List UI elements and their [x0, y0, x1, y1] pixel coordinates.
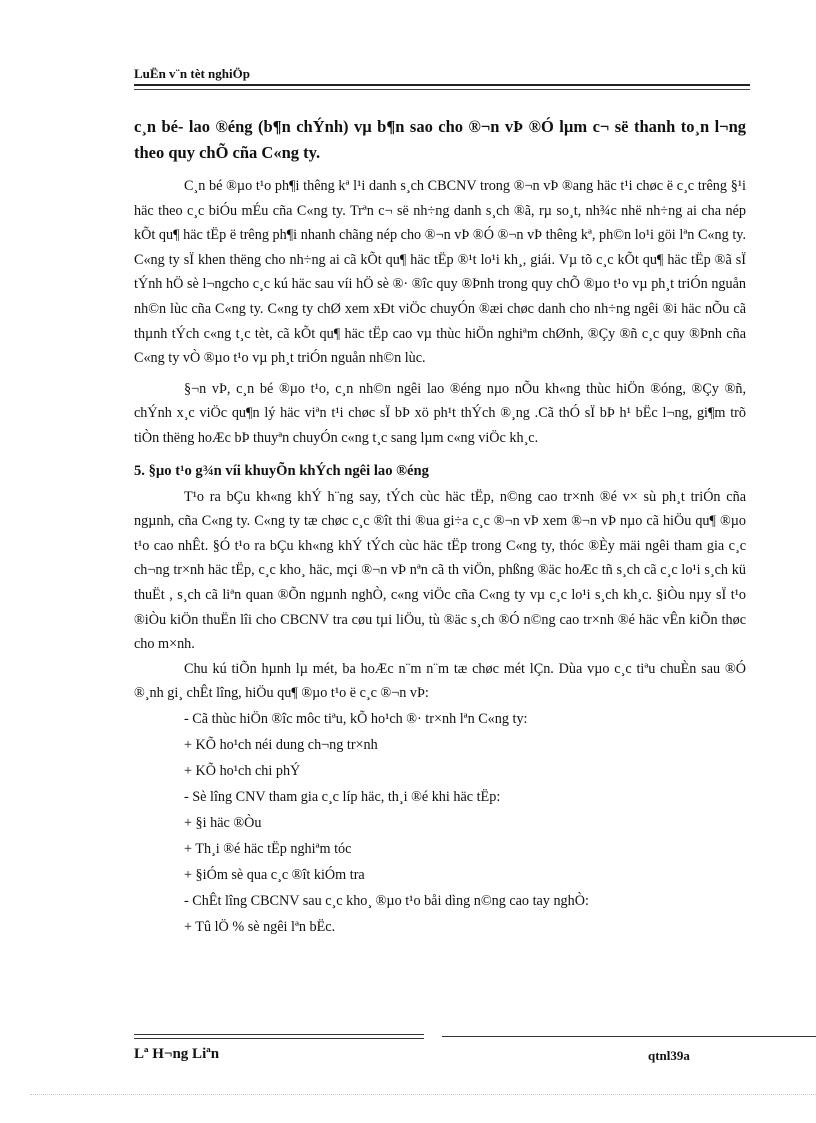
section-5-heading: 5. §µo t¹o g¾n víi khuyÕn khÝch ngêi lao ®éng — [134, 462, 429, 479]
section-5-paragraph-2: Chu kú tiÕn hµnh lµ mét, ba hoÆc n¨m n¨m tæ chøc mét lÇn. Dùa vµo c¸c tiªu chuÈn sau ®Ó ®¸nh gi¸ chÊt lîng, hiÖu qu¶ ®µo t¹o ë c¸c ®¬n vÞ: — [134, 660, 746, 702]
page-bottom-dotted-rule — [30, 1094, 816, 1095]
list-item: - Cã thùc hiÖn ®îc môc tiªu, kÕ ho¹ch ®· tr×nh lªn C«ng ty: — [184, 710, 528, 727]
criteria-list — [134, 706, 746, 940]
list-item: + Tû lÖ % sè ngêi lªn bËc. — [184, 918, 336, 935]
footer-rule-left — [134, 1034, 424, 1035]
footer-code: qtnl39a — [648, 1048, 690, 1063]
page-body — [134, 114, 746, 940]
header-rule-thick — [134, 84, 750, 86]
paragraph-2: §¬n vÞ, c¸n bé ®µo t¹o, c¸n nh©n ngêi lao ®éng nµo nÕu kh«ng thùc hiÖn ®óng, ®Çy ®ñ, chÝnh x¸c viÖc qu¶n lý häc viªn t¹i chøc sÏ bÞ xö ph¹t thÝch ®¸ng .Cã thÓ sÏ bÞ h¹ bËc l¬ng, gi¶m trõ tiÒn thëng hoÆc bÞ thuyªn chuyÓn c«ng t¸c sang lµm c«ng viÖc kh¸c. — [134, 380, 746, 446]
list-item: - ChÊt lîng CBCNV sau c¸c kho¸ ®µo t¹o båi dìng n©ng cao tay nghÒ: — [184, 892, 589, 909]
list-item: + §iÓm sè qua c¸c ®ît kiÓm tra — [184, 866, 365, 883]
list-item: - Sè lîng CNV tham gia c¸c líp häc, th¸i ®é khi häc tËp: — [184, 788, 501, 805]
footer-rule-right — [442, 1036, 816, 1037]
running-header: LuËn v¨n tèt nghiÖp — [134, 66, 250, 81]
lead-paragraph: c¸n bé- lao ®éng (b¶n chÝnh) vµ b¶n sao cho ®¬n vÞ ®Ó lµm c¬ së thanh to¸n l¬ng theo quy chÕ cña C«ng ty. — [134, 117, 746, 162]
footer-author: Lª H¬ng Liªn — [134, 1046, 220, 1062]
list-item: + §i häc ®Òu — [184, 814, 262, 831]
footer-rule-left-2 — [134, 1038, 424, 1039]
list-item: + KÕ ho¹ch chi phÝ — [184, 762, 301, 779]
section-5-paragraph-1: T¹o ra bÇu kh«ng khÝ h¨ng say, tÝch cùc häc tËp, n©ng cao tr×nh ®é v× sù ph¸t triÓn cña ngµnh, cña C«ng ty. C«ng ty tæ chøc c¸c ®ît thi ®ua gi÷a c¸c ®¬n vÞ xem ®¬n vÞ nµo cã hiÖu qu¶ ®µo t¹o cao nhÊt. §Ó t¹o ra bÇu kh«ng khÝ tÝch cùc häc tËp trong C«ng ty, thóc ®Èy mäi ngêi tham gia c¸c ch¬ng tr×nh häc tËp, c¸c kho¸ häc, mçi ®¬n vÞ nªn cã th viÖn, phßng ®äc hoÆc tñ s¸ch cã c¸c lo¹i s¸ch kü thuËt , s¸ch cã liªn quan ®Õn ngµnh nghÒ, c«ng viÖc cña C«ng ty vµ c¸c lo¹i s¸ch kh¸c. §iÒu nµy sÏ t¹o ®iÒu kiÖn thuËn lîi cho CBCNV tra cøu tµi liÖu, tù ®äc s¸ch ®Ó n©ng cao tr×nh ®é häc vÊn kiÕn thøc cho m×nh. — [134, 488, 746, 653]
list-item: + Th¸i ®é häc tËp nghiªm tóc — [184, 840, 352, 857]
header-rule-thin — [134, 89, 750, 90]
paragraph-1: C¸n bé ®µo t¹o ph¶i thêng kª l¹i danh s¸ch CBCNV trong ®¬n vÞ ®ang häc t¹i chøc ë c¸c trêng §¹i häc theo c¸c biÓu mÉu cña C«ng ty. Trªn c¬ së nh÷ng danh s¸ch ®ã, rµ so¸t, nh¾c nhë nh÷ng ai cha nép kÕt qu¶ häc tËp ë trêng ph¶i nhanh chãng nép cho ®¬n vÞ ®Ó ®¬n vÞ thêng kª, ph©n lo¹i göi lªn C«ng ty. C«ng ty sÏ khen thëng cho nh÷ng ai cã kÕt qu¶ häc tËp ®¹t lo¹i kh¸, giái. Vµ tõ c¸c kÕt qu¶ häc tËp ®ã sÏ tÝnh hÖ sè l¬ngcho c¸c kú häc sau víi hÖ sè ®· ®îc quy ®Þnh trong quy chÕ ®µo t¹o vµ ph¸t triÓn nguån nh©n lùc cña C«ng ty. C«ng ty chØ xem xÐt viÖc chuyÓn ®æi chøc danh cho nh÷ng ngêi ®i häc nÕu cã thµnh tÝch c«ng t¸c tèt, cã kÕt qu¶ häc tËp cao vµ thùc hiÖn nghiªm chØnh, ®Çy ®ñ c¸c quy ®Þnh cña C«ng ty vÒ ®µo t¹o vµ ph¸t triÓn nguån nh©n lùc. — [134, 178, 746, 367]
list-item: + KÕ ho¹ch néi dung ch¬ng tr×nh — [184, 736, 378, 753]
